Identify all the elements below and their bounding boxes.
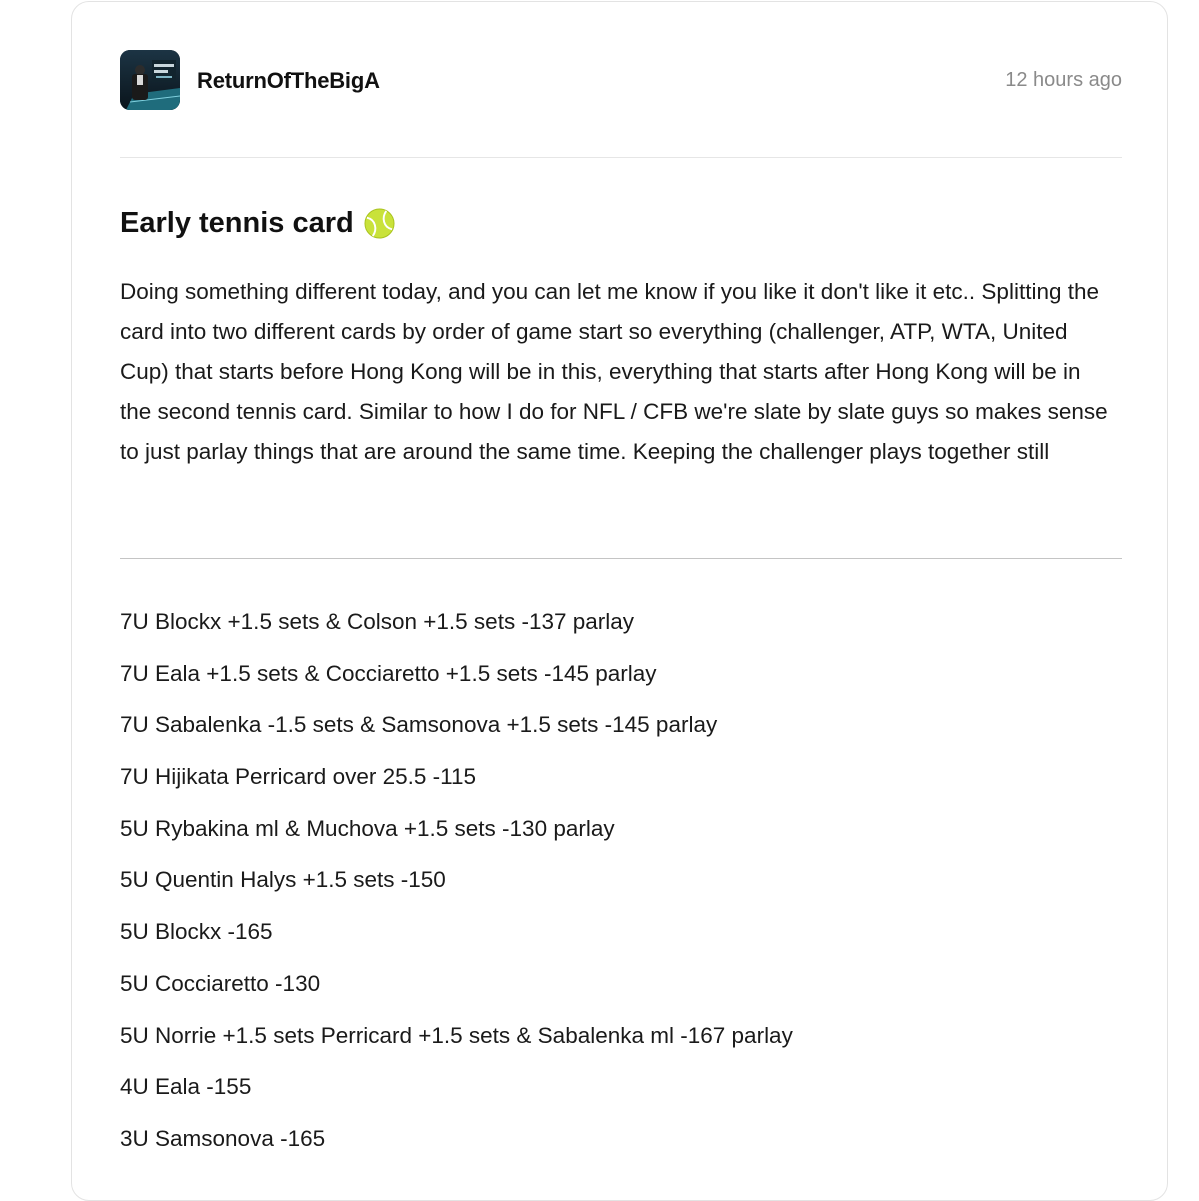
tennis-logo-avatar-icon <box>120 50 180 110</box>
author-name[interactable]: ReturnOfTheBigA <box>197 68 380 93</box>
pick-item: 7U Eala +1.5 sets & Cocciaretto +1.5 sets -145 parlay <box>120 660 657 686</box>
pick-item: 7U Sabalenka -1.5 sets & Samsonova +1.5 sets -145 parlay <box>120 712 718 738</box>
pick-item: 7U Blockx +1.5 sets & Colson +1.5 sets -137 parlay <box>120 609 635 634</box>
pick-item: 5U Cocciaretto -130 <box>120 970 321 996</box>
post-header <box>120 50 1122 110</box>
picks-list <box>120 608 793 1177</box>
post-title <box>120 207 395 240</box>
content-divider <box>120 558 1122 559</box>
post-title-text: Early tennis card <box>120 207 354 239</box>
pick-item: 5U Quentin Halys +1.5 sets -150 <box>120 867 446 893</box>
post-body: Doing something different today, and you can let me know if you like it don't like it etc.. Splitting the card into two different cards by order of game start so everything (challenger, ATP, WTA, United Cup) that starts before Hong Kong will be in this, everything that starts after Hong Kong will be in the second tennis card. Similar to how I do for NFL / CFB we're slate by slate guys so makes sense to just parlay things that are around the same time. Keeping the challenger plays together still <box>120 279 1108 464</box>
pick-item: 5U Rybakina ml & Muchova +1.5 sets -130 parlay <box>120 815 615 841</box>
pick-item: 4U Eala -155 <box>120 1074 252 1100</box>
avatar[interactable] <box>120 50 180 110</box>
header-divider <box>120 157 1122 158</box>
pick-item: 7U Hijikata Perricard over 25.5 -115 <box>120 764 476 790</box>
pick-item: 5U Norrie +1.5 sets Perricard +1.5 sets & Sabalenka ml -167 parlay <box>120 1022 793 1048</box>
pick-item: 3U Samsonova -165 <box>120 1125 326 1151</box>
tennis-ball-icon <box>364 208 395 239</box>
post-timestamp: 12 hours ago <box>1005 69 1122 91</box>
pick-item: 5U Blockx -165 <box>120 919 273 945</box>
post-card <box>71 1 1168 1201</box>
